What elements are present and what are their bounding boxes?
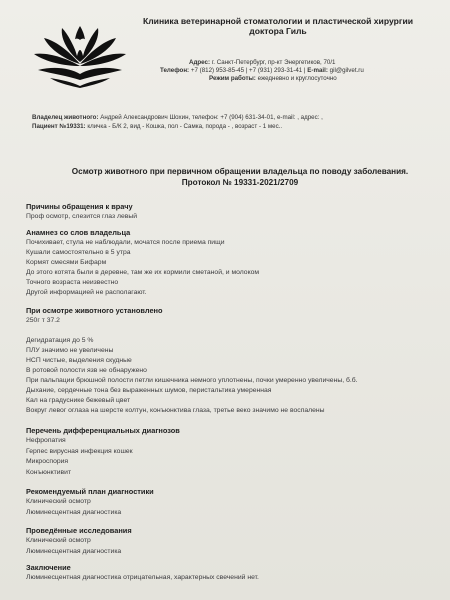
- section-line-exam: Вокруг левог оглаза на шерсте колтун, конъюнктива глаза, третье веко значимо не воспалены: [26, 407, 325, 414]
- clinic-hours: Режим работы: ежедневно и круглосуточно: [209, 75, 337, 82]
- document-title: Осмотр животного при первичном обращении владельца по поводу заболевания. Протокол № 19331-2021/2709: [71, 167, 409, 187]
- section-line-anamnesis: Другой информацией не располагают.: [26, 289, 147, 296]
- section-line-differential: Микроспория: [26, 458, 69, 465]
- owner-info: Владелец животного: Андрей Александрович Шохин, телефон: +7 (904) 631-34-01, e-mail: , адрес: ,: [32, 114, 323, 121]
- section-heading-conclusion: Заключение: [26, 563, 71, 572]
- clinic-address: Адрес: г. Санкт-Петербург, пр-кт Энергетиков, 70/1: [189, 59, 336, 66]
- section-line-conclusion: Люминесцентная диагностика отрицательная, характерных свечений нет.: [26, 574, 259, 581]
- section-heading-reason: Причины обращения к врачу: [26, 202, 133, 211]
- section-line-plan: Люминесцентная диагностика: [26, 508, 122, 516]
- section-line-exam: Кал на градуснике бежевый цвет: [26, 397, 131, 404]
- clinic-phones: Телефон: +7 (812) 953-85-45 | +7 (931) 293-31-41 | E-mail: gil@gilvet.ru: [160, 67, 364, 74]
- section-line-anamnesis: Кормят смесями Бифарм: [26, 259, 107, 266]
- lotus-tooth-logo: [30, 18, 130, 88]
- section-line-exam: Дыхание, сердечные тона без выраженных шумов, перистальтика умеренная: [26, 387, 272, 394]
- section-line-anamnesis: До этого котята были в деревне, там же их кормили сметаной, и молоком: [26, 269, 260, 276]
- section-line-differential: Нефропатия: [26, 437, 66, 444]
- section-heading-plan: Рекомендуемый план диагностики: [26, 487, 154, 496]
- section-line-reason: Проф осмотр, слезится глаз левый: [26, 213, 138, 220]
- section-line-differential: Конъюнктивит: [26, 468, 72, 476]
- section-line-done: Люминесцентная диагностика: [26, 547, 122, 555]
- section-line-anamnesis: Кушали самостоятельно в 5 утра: [26, 249, 131, 256]
- section-line-differential: Герпес вирусная инфекция кошек: [26, 447, 133, 455]
- section-heading-differential: Перечень дифференциальных диагнозов: [26, 426, 180, 435]
- section-line-exam: ПЛУ значимо не увеличены: [26, 347, 114, 354]
- section-line-exam: НСП чистые, выделения скудные: [26, 357, 132, 364]
- section-line-anamnesis: Почихивает, стула не наблюдали, мочатся после приема пищи: [26, 239, 225, 246]
- section-line-anamnesis: Точного возраста неизвестно: [26, 279, 119, 286]
- patient-info: Пациент №19331: кличка - Б/К 2, вид - Кошка, пол - Самка, порода - , возраст - 1 мес..: [32, 123, 283, 130]
- section-line-done: Клинический осмотр: [26, 537, 91, 544]
- section-heading-anamnesis: Анамнез со слов владельца: [26, 228, 131, 237]
- section-line-exam: Дегидратация до 5 %: [26, 337, 94, 344]
- section-heading-exam: При осмотре животного установлено: [26, 306, 163, 315]
- section-line-exam: При пальпации брюшной полости петли кишечника немного уплотнены, почки умеренно увеличены, б.б.: [26, 377, 358, 384]
- section-line-exam: 250г т 37.2: [26, 317, 60, 324]
- section-line-plan: Клинический осмотр: [26, 498, 91, 505]
- section-heading-done: Проведённые исследования: [26, 526, 132, 535]
- clinic-title: Клиника ветеринарной стоматологии и пластической хирургии доктора Гиль: [142, 16, 414, 36]
- section-line-exam: В ротовой полости язв не обнаружено: [26, 367, 147, 374]
